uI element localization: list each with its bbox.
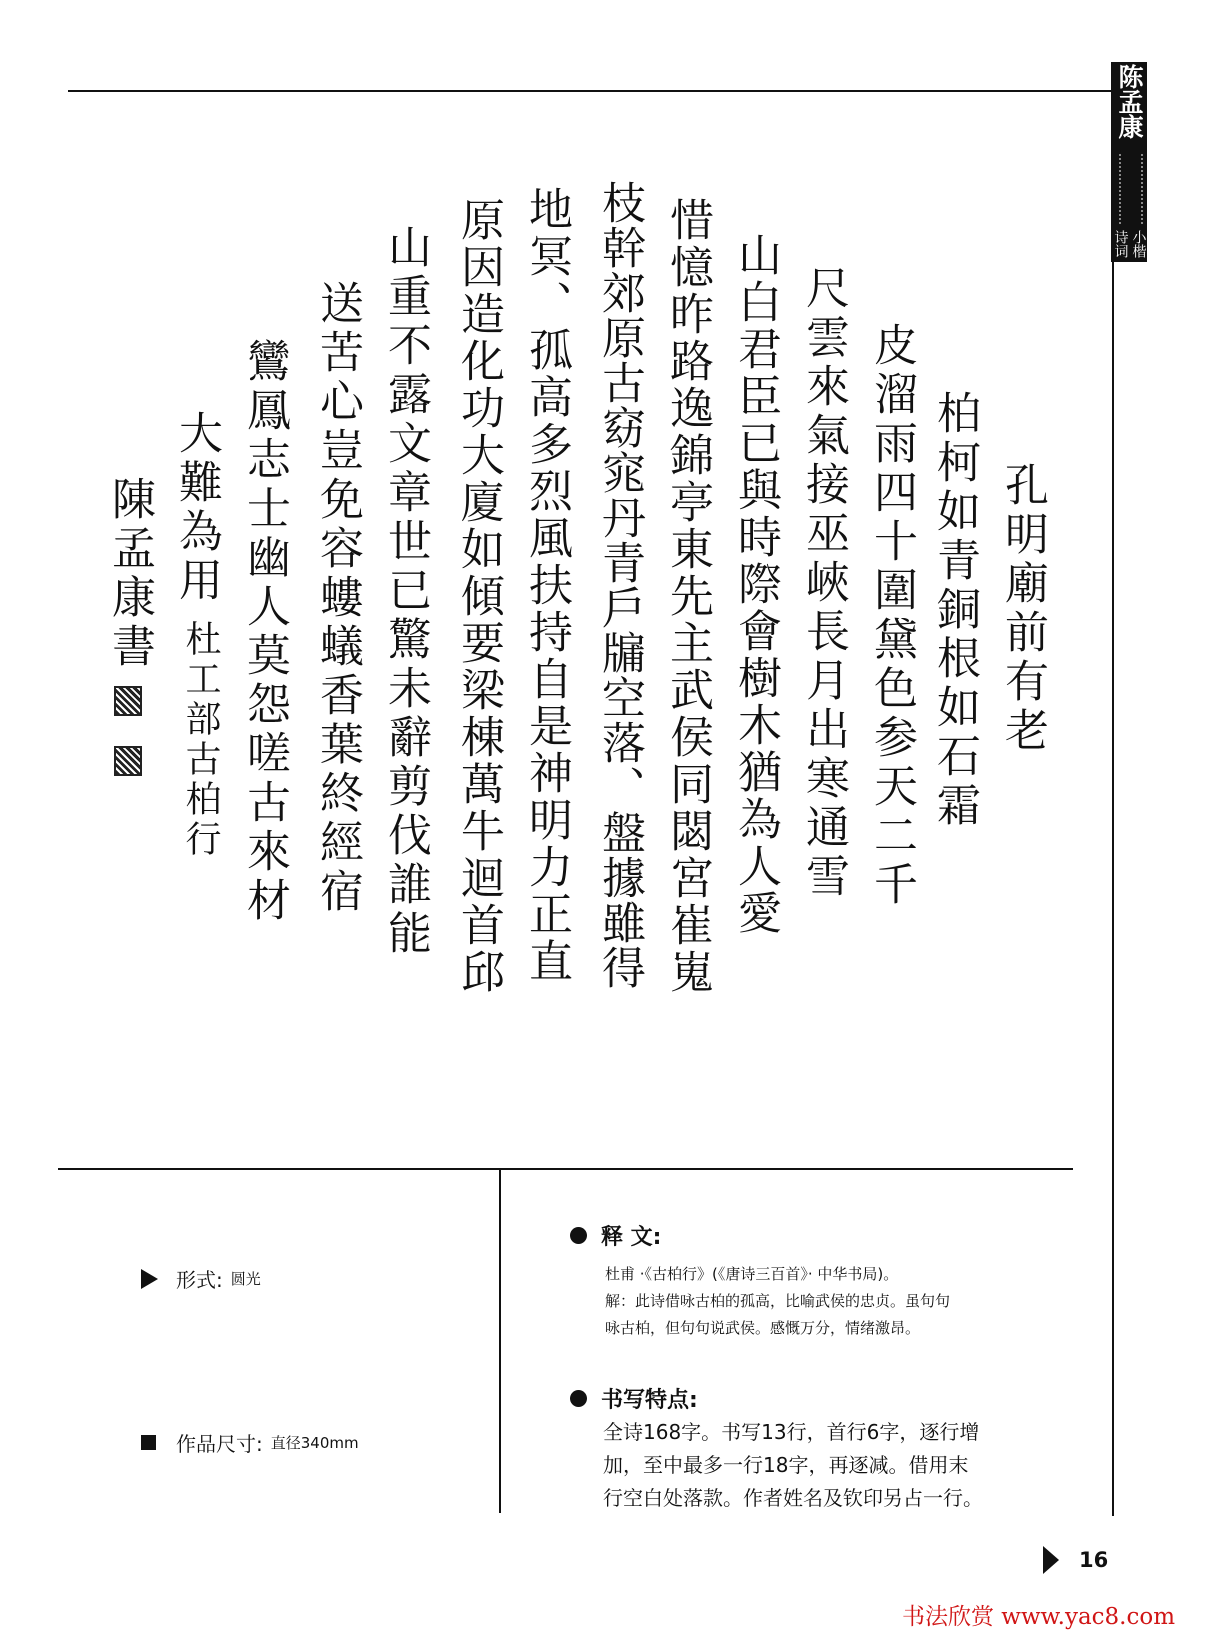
bullet-dot-icon bbox=[570, 1227, 587, 1244]
right-rule bbox=[1112, 258, 1114, 1516]
size-label: 作品尺寸: bbox=[176, 1432, 263, 1456]
square-bullet-icon bbox=[141, 1435, 156, 1450]
form-label: 形式: bbox=[176, 1268, 223, 1292]
info-divider bbox=[499, 1168, 501, 1513]
tab-decoration bbox=[1119, 154, 1143, 224]
seal-stamp-2 bbox=[114, 746, 142, 776]
explanation-line: 解：此诗借咏古柏的孤高，比喻武侯的忠贞。虽句句 bbox=[605, 1292, 951, 1310]
triangle-bullet-icon bbox=[141, 1269, 158, 1289]
calligraphy-signature: 陳孟康書 bbox=[104, 476, 155, 672]
calligraphy-column: 孔明廟前有老 bbox=[997, 462, 1048, 756]
features-line: 行空白处落款。作者姓名及钦印另占一行。 bbox=[603, 1486, 983, 1510]
features-text bbox=[603, 1416, 1033, 1515]
explanation-text bbox=[605, 1261, 1045, 1342]
bullet-dot-icon bbox=[570, 1390, 587, 1407]
page-number bbox=[1043, 1546, 1108, 1574]
calligraphy-column: 山重不露文章世已驚未辭剪伐誰能 bbox=[380, 224, 431, 959]
features-heading bbox=[570, 1383, 698, 1414]
form-info bbox=[141, 1264, 261, 1293]
page-number-text: 16 bbox=[1079, 1548, 1109, 1572]
explanation-line: 杜甫 ·《古柏行》(《唐诗三百首》· 中华书局)。 bbox=[605, 1265, 899, 1283]
explanation-heading bbox=[570, 1220, 661, 1251]
tab-sub-right: 小楷 bbox=[1130, 230, 1147, 258]
calligraphy-column: 皮溜雨四十圍黛色参天二千 bbox=[866, 322, 917, 910]
calligraphy-column: 送苦心豈免容螻蟻香葉終經宿 bbox=[312, 280, 363, 917]
features-line: 加，至中最多一行18字，再逐减。借用末 bbox=[603, 1453, 969, 1477]
middle-rule bbox=[58, 1168, 1073, 1170]
calligraphy-column: 鸞鳳志士幽人莫怨嗟古來材 bbox=[239, 338, 290, 926]
features-heading-text: 书写特点: bbox=[601, 1388, 698, 1413]
calligraphy-column: 大難為用 bbox=[171, 410, 222, 606]
author-side-tab bbox=[1111, 62, 1147, 262]
calligraphy-column: 山白君臣已與時際會樹木猶為人愛 bbox=[730, 232, 781, 937]
calligraphy-column: 原因造化功大廈如傾要梁棟萬牛迴首邱 bbox=[453, 197, 504, 996]
page-arrow-icon bbox=[1043, 1546, 1059, 1574]
features-line: 全诗168字。书写13行，首行6字，逐行增 bbox=[603, 1420, 980, 1444]
calligraphy-source-note: 杜工部古柏行 bbox=[180, 620, 221, 860]
size-value: 直径340mm bbox=[270, 1434, 359, 1452]
size-info bbox=[141, 1428, 359, 1457]
calligraphy-column: 枝幹郊原古窈窕丹青戶牖空落、盤據雖得 bbox=[594, 180, 645, 990]
calligraphy-column: 柏柯如青銅根如石霜 bbox=[929, 390, 980, 831]
tab-author-name: 陈孟康 bbox=[1115, 64, 1144, 139]
top-rule bbox=[68, 90, 1113, 92]
explanation-heading-text: 释 文: bbox=[601, 1225, 662, 1250]
tab-category bbox=[1111, 230, 1147, 258]
explanation-line: 咏古柏，但句句说武侯。感慨万分，情绪激昂。 bbox=[605, 1319, 921, 1337]
seal-stamp-1 bbox=[114, 686, 142, 716]
calligraphy-column: 惜憶昨路逸錦亭東先主武侯同閟宮崔嵬 bbox=[662, 197, 713, 996]
watermark: 书法欣赏 www.yac8.com bbox=[902, 1604, 1176, 1630]
form-value: 圆光 bbox=[230, 1270, 261, 1288]
calligraphy-column: 地冥、孤高多烈風扶持自是神明力正直 bbox=[521, 186, 572, 985]
calligraphy-column: 尺雲來氣接巫峽長月出寒通雪 bbox=[798, 265, 849, 902]
tab-sub-left: 诗词 bbox=[1112, 230, 1129, 258]
